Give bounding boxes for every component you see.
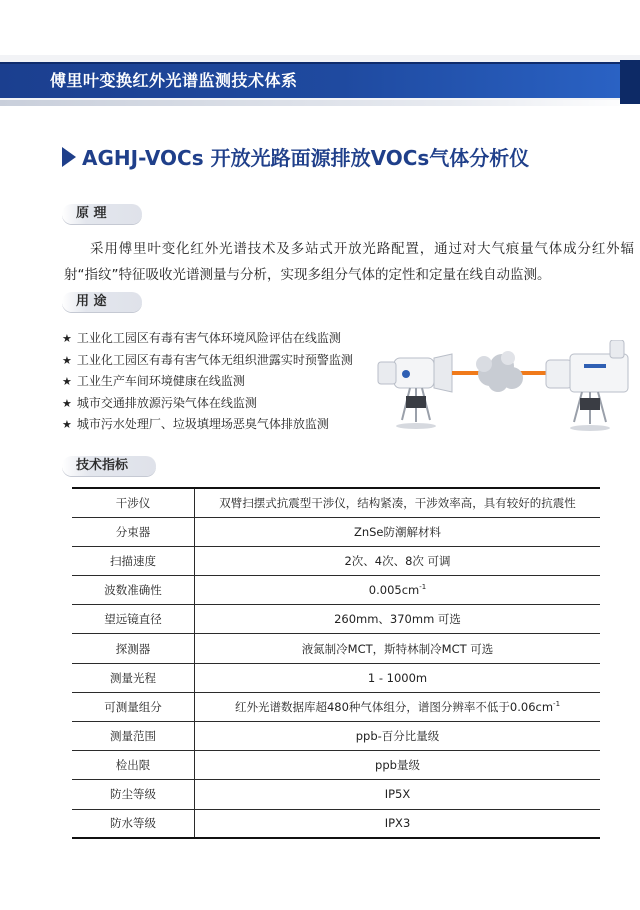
list-item: ★ 工业生产车间环境健康在线监测 [62,374,245,388]
table-row: 可测量组分 红外光谱数据库超480种气体组分，谱图分辨率不低于$0.06cm^{-1}$ [72,692,600,721]
list-item: ★ 城市污水处理厂、垃圾填埋场恶臭气体排放监测 [62,417,329,431]
table-row: 分束器 ZnSe防潮解材料 [72,517,600,546]
star-icon: ★ [62,418,72,431]
list-item: ★ 工业化工园区有毒有害气体环境风险评估在线监测 [62,331,341,345]
star-icon: ★ [62,332,72,345]
table-row: 测量光程 1 - 1000m [72,663,600,692]
table-row: 波数准确性 $0.005cm^{-1}$ [72,576,600,605]
spec-table [72,487,600,839]
section-tag-spec: 技术指标 [62,456,156,476]
header-accent [620,60,640,104]
star-icon: ★ [62,375,72,388]
product-title-text: AGHJ-VOCs 开放光路面源排放VOCs气体分析仪 [82,146,530,170]
header-title: 傅里叶变换红外光谱监测技术体系 [50,71,298,90]
section-tag-usage: 用 途 [62,292,142,312]
star-icon: ★ [62,353,72,367]
product-title [62,142,529,171]
table-row: 望远镜直径 260mm、370mm 可选 [72,605,600,634]
list-item: ★ 工业化工园区有毒有害气体无组织泄露实时预警监测 [62,352,353,367]
table-row: 防尘等级 IP5X [72,780,600,809]
beam-right [520,371,546,375]
table-row: 探测器 液氮制冷MCT，斯特林制冷MCT 可选 [72,634,600,663]
beam-left [452,371,482,375]
table-row: 防水等级 IPX3 [72,809,600,838]
table-row: 测量范围 ppb-百分比量级 [72,722,600,751]
analyzer-right [546,340,628,431]
usage-list [62,328,353,436]
table-row: 检出限 ppb量级 [72,751,600,780]
section-tag-principle: 原 理 [62,204,142,224]
gas-cloud [476,351,523,392]
principle-paragraph: 采用傅里叶变化红外光谱技术及多站式开放光路配置，通过对大气痕量气体成分红外辐射“指纹”特征吸收光谱测量与分析，实现多组分气体的定性和定量在线自动监测。 [64,241,634,283]
table-row: 干涉仪 双臂扫摆式抗震型干涉仪，结构紧凑，干涉效率高，具有较好的抗震性 [72,488,600,517]
list-item: ★ 城市交通排放源污染气体在线监测 [62,395,257,410]
telescope-left [378,354,452,429]
table-row: 扫描速度 2次、4次、8次 可调 [72,546,600,575]
triangle-marker-icon [62,147,76,167]
instrument-illustration [372,340,634,436]
star-icon: ★ [62,396,72,410]
